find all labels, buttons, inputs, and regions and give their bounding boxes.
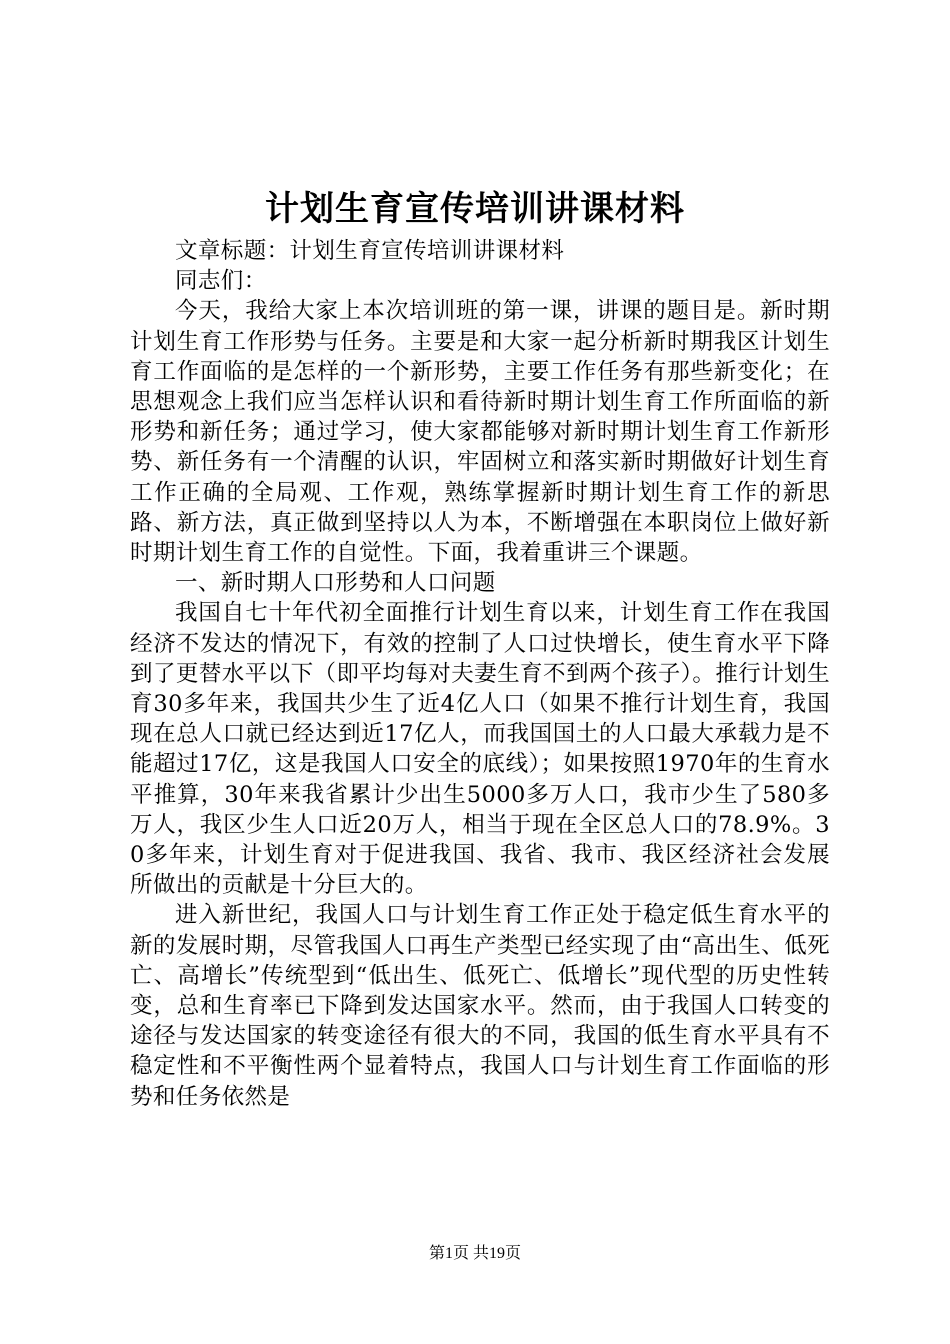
- paragraph-intro: 今天，我给大家上本次培训班的第一课，讲课的题目是。新时期计划生育工作形势与任务。主要是和大家一起分析新时期我区计划生育工作面临的是怎样的一个新形势，主要工作任务有那些新变化；在思想观念上我们应当怎样认识和看待新时期计划生育工作所面临的新形势和新任务；通过学习，使大家都能够对新时期计划生育工作新形势、新任务有一个清醒的认识，牢固树立和落实新时期做好计划生育工作正确的全局观、工作观，熟练掌握新时期计划生育工作的新思路、新方法，真正做到坚持以人为本，不断增强在本职岗位上做好新时期计划生育工作的自觉性。下面，我着重讲三个课题。: [130, 298, 830, 567]
- paragraph-history: 我国自七十年代初全面推行计划生育以来，计划生育工作在我国经济不发达的情况下，有效的控制了人口过快增长，使生育水平下降到了更替水平以下（即平均每对夫妻生育不到两个孩子）。推行计划生育30多年来，我国共少生了近4亿人口（如果不推行计划生育，我国现在总人口就已经达到近17亿人，而我国国土的人口最大承载力是不能超过17亿，这是我国人口安全的底线）；如果按照1970年的生育水平推算，30年来我省累计少出生5000多万人口，我市少生了580多万人，我区少生人口近20万人，相当于现在全区总人口的78.9%。30多年来，计划生育对于促进我国、我省、我市、我区经济社会发展所做出的贡献是十分巨大的。: [130, 600, 830, 899]
- paragraph-new-century: 进入新世纪，我国人口与计划生育工作正处于稳定低生育水平的新的发展时期，尽管我国人口再生产类型已经实现了由“高出生、低死亡、高增长”传统型到“低出生、低死亡、低增长”现代型的历史性转变，总和生育率已下降到发达国家水平。然而，由于我国人口转变的途径与发达国家的转变途径有很大的不同，我国的低生育水平具有不稳定性和不平衡性两个显着特点，我国人口与计划生育工作面临的形势和任务依然是: [130, 902, 830, 1110]
- document-title: 计划生育宣传培训讲课材料: [265, 189, 685, 229]
- section-heading-1: 一、新时期人口形势和人口问题: [175, 570, 496, 597]
- document-body: [130, 236, 830, 1112]
- paragraph-article-title: 文章标题：计划生育宣传培训讲课材料: [175, 238, 565, 264]
- page-number: 第1页 共19页: [428, 1245, 521, 1262]
- paragraph-salutation: 同志们：: [175, 268, 267, 295]
